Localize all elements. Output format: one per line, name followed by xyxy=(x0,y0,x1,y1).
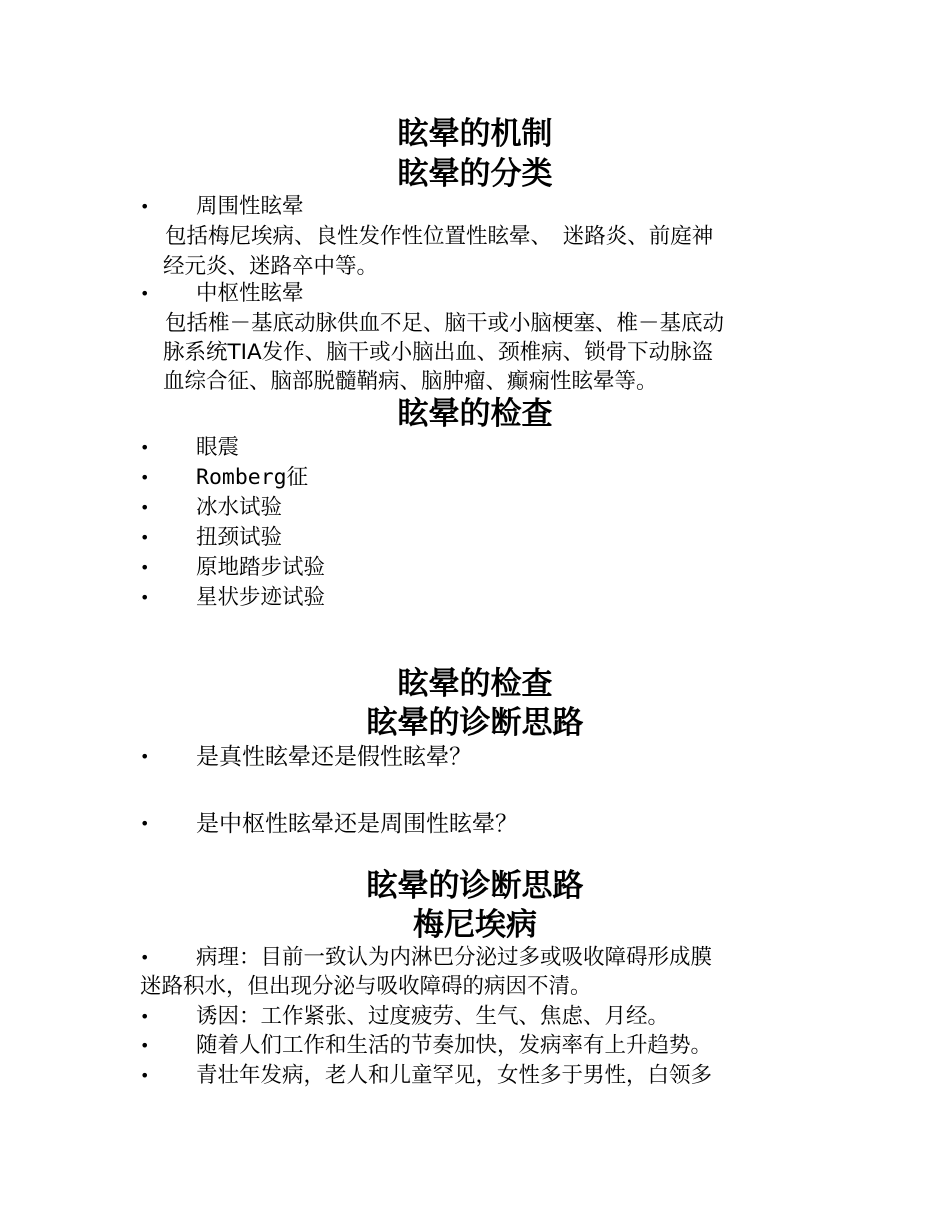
bullet: • xyxy=(140,747,150,766)
central-desc-line2: 脉系统TIA发作、脑干或小脑出血、颈椎病、锁骨下动脉盗 xyxy=(163,340,714,365)
exam-item: 原地踏步试验 xyxy=(196,555,326,580)
heading-classification: 眩晕的分类 xyxy=(397,156,553,192)
central-desc-line3: 血综合征、脑部脱髓鞘病、脑肿瘤、癫痫性眩晕等。 xyxy=(163,369,658,394)
heading-exam-2: 眩晕的检查 xyxy=(397,666,553,702)
bullet: • xyxy=(140,1036,150,1055)
exam-item: 冰水试验 xyxy=(196,495,283,520)
bullet: • xyxy=(140,948,150,967)
bullet: • xyxy=(140,588,150,607)
bullet: • xyxy=(140,498,150,517)
meniere-population: 青壮年发病，老人和儿童罕见，女性多于男性，白领多 xyxy=(196,1063,713,1088)
heading-mechanism: 眩晕的机制 xyxy=(397,116,553,152)
central-label: 中枢性眩晕 xyxy=(196,281,304,306)
heading-meniere: 梅尼埃病 xyxy=(413,907,537,943)
diagnosis-item: 是中枢性眩晕还是周围性眩晕？ xyxy=(196,811,518,837)
peripheral-desc-line1: 包括梅尼埃病、良性发作性位置性眩晕、 迷路炎、前庭神 xyxy=(165,224,714,249)
meniere-pathology-line1: 病理：目前一致认为内淋巴分泌过多或吸收障碍形成膜 xyxy=(196,945,713,970)
bullet: • xyxy=(140,438,150,457)
heading-exam: 眩晕的检查 xyxy=(397,396,553,432)
bullet: • xyxy=(140,1066,150,1085)
central-desc-line1: 包括椎－基底动脉供血不足、脑干或小脑梗塞、椎－基底动 xyxy=(165,311,725,336)
bullet: • xyxy=(140,197,150,216)
bullet: • xyxy=(140,528,150,547)
exam-item: Romberg征 xyxy=(196,465,309,490)
meniere-pathology-line2: 迷路积水，但出现分泌与吸收障碍的病因不清。 xyxy=(140,974,592,999)
heading-diagnosis-2: 眩晕的诊断思路 xyxy=(366,868,584,904)
exam-item: 眼震 xyxy=(196,435,240,460)
bullet: • xyxy=(140,814,150,833)
meniere-trend: 随着人们工作和生活的节奏加快，发病率有上升趋势。 xyxy=(196,1033,713,1058)
meniere-trigger: 诱因：工作紧张、过度疲劳、生气、焦虑、月经。 xyxy=(196,1004,670,1029)
bullet: • xyxy=(140,468,150,487)
exam-item: 扭颈试验 xyxy=(196,525,283,550)
peripheral-label: 周围性眩晕 xyxy=(196,194,304,219)
bullet: • xyxy=(140,1007,150,1026)
bullet: • xyxy=(140,284,150,303)
exam-item: 星状步迹试验 xyxy=(196,585,326,610)
bullet: • xyxy=(140,558,150,577)
heading-diagnosis: 眩晕的诊断思路 xyxy=(366,705,584,741)
peripheral-desc-line2: 经元炎、迷路卒中等。 xyxy=(163,254,379,279)
diagnosis-item: 是真性眩晕还是假性眩晕？ xyxy=(196,744,472,770)
